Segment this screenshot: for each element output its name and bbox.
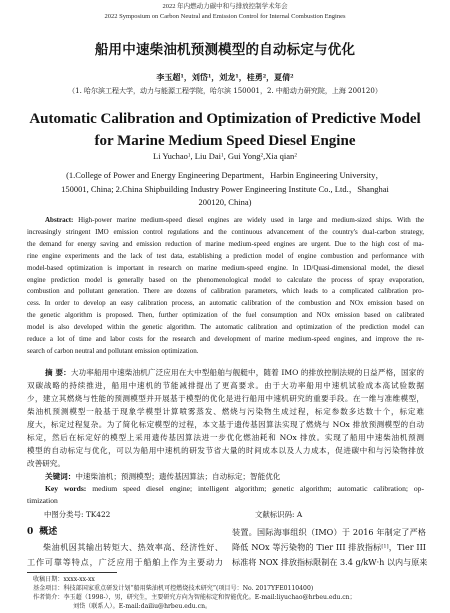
footnote-rule xyxy=(27,572,117,573)
abstract-line: 双碳战略的持续推进，船用中速机的节能减排提出了更高要求。由于大功率船用中速机试验成本高试验数据 xyxy=(27,381,424,390)
abstract-line: the genetic algorithm is proposed. Then, further optimization of the fuel consumption and NOx emission based on calibrated xyxy=(27,311,424,320)
affiliation-marker: 2 xyxy=(294,152,297,159)
affiliation-marker: 1 xyxy=(180,73,184,80)
footnote-contact: 刘岱（联系人）。E-mail:dailiu@hrbeu.edu.cn。 xyxy=(73,603,212,610)
abstract-line: increasingly stringent IMO emission control regulations and the continuous advancement of the country's dual-carbon strategy, xyxy=(27,227,424,236)
author-name: 刘岱 xyxy=(191,72,208,82)
affiliation-en-line: 150001, China; 2.China Shipbuilding Industry Power Engineering Institute Co., Ltd.，Shanghai xyxy=(61,183,389,194)
abstract-line: engine prediction model is generally based on the phenomenological model to calculate the process of spray evaporation, xyxy=(27,275,424,284)
affiliation-en-line: (1.College of Power and Energy Engineering Department，Harbin Engineering University， xyxy=(66,170,384,180)
footnote-fund: 基金项目：科技部国家重点研发计划“船用柴油机可控燃烧技术研究”(项目号：No. 2017YFE0110400) xyxy=(33,585,314,592)
author-name: 桂勇 xyxy=(246,72,263,82)
keywords-text: medium speed diesel engine; intelligent algorithm; genetic algorithm; automatic calibration; op- xyxy=(92,484,424,493)
abstract-line: 柴油机预测模型一般基于现象学模型计算喷雾蒸发、燃烧与污染物生成过程，标定参数多达数十个，标定难 xyxy=(27,407,424,416)
affiliation-marker: 1 xyxy=(221,152,224,159)
author-list-en xyxy=(0,150,450,162)
affiliation-marker: 2 xyxy=(260,152,264,159)
section-heading xyxy=(27,525,223,540)
abstract-label: Abstract: xyxy=(45,216,74,224)
abstract-line: 模型的自动标定与优化，可以为船用中速机的研发节省大量的时间成本以及人力成本，促进碳中和与污染物排放 xyxy=(27,446,424,455)
abstract-line: the demand for energy saving and emission reduction of marine medium-speed engines are urgent. Due to the high cost of ma- xyxy=(27,239,424,248)
abstract-line: rine engine experiments and the lack of test data, establishing a prediction model of engine combustion and performance with xyxy=(27,251,424,260)
author-name: 李玉超 xyxy=(156,72,181,82)
author-name: Xia qian xyxy=(265,151,295,161)
abstract-line: 标定，然后在标定好的模型上采用遗传基因算法进一步优化燃油耗和 NOx 排放。实现了船用中速柴油机预测 xyxy=(27,433,424,442)
affiliation-cn: （1. 哈尔滨工程大学，动力与能源工程学院，哈尔滨 150001，2. 中船动力研究院，上海 200120） xyxy=(68,87,382,95)
abstract-line: reduce a lot of time and labor costs for the research and development of marine medium-speed engines, and improve the re- xyxy=(27,335,424,344)
body-column-left xyxy=(27,525,223,570)
keywords-cn xyxy=(27,470,424,483)
section-title: 概述 xyxy=(39,527,58,537)
author-name: Gui Yong xyxy=(227,151,261,161)
paper-title-en xyxy=(0,108,450,152)
abstract-line: model is also developed within the genetic algorithm. The automatic calibration and optimization of the prediction model can xyxy=(27,323,424,332)
abstract-line: search of carbon neutral and pollutant emission optimization. xyxy=(27,346,199,355)
affiliation-en-line: 200120, China) xyxy=(198,197,252,207)
section-number: 0 xyxy=(27,527,34,537)
abstract-label: 摘 要： xyxy=(45,368,71,377)
abstract-line: 少，建立其燃烧与性能的预测模型并开展基于模型的优化是进行船用中速机研究的重要手段。在一维与准维模型， xyxy=(27,394,424,403)
document-code xyxy=(255,509,302,521)
abstract-cn xyxy=(27,366,424,470)
body-line xyxy=(232,540,426,555)
keywords-en xyxy=(27,483,424,506)
citation-marker: [1] xyxy=(381,543,389,550)
abstract-text: High-power marine medium-speed diesel engines are widely used in large and medium-sized ships. With the xyxy=(78,216,425,224)
body-line: 装置。国际海事组织（IMO）于 2016 年制定了严格 xyxy=(232,527,426,537)
author-name: 刘龙 xyxy=(219,72,236,82)
clc-label: 中图分类号: xyxy=(44,510,84,519)
abstract-line: model-based optimization is important in research on marine medium-speed engine. In 1D/Quasi-dimensional model, the diesel xyxy=(27,263,424,272)
conference-header xyxy=(0,2,450,22)
body-column-right xyxy=(232,525,426,570)
author-separator: , xyxy=(223,151,228,161)
author-name: Li Yuchao xyxy=(153,151,188,161)
paper-title-en-line: for Marine Medium Speed Diesel Engine xyxy=(94,133,356,149)
body-text: ，Tier III xyxy=(388,542,426,552)
abstract-line xyxy=(27,366,424,379)
footnotes xyxy=(33,575,423,611)
keywords-label: 关键词： xyxy=(45,472,76,481)
affiliation-marker: 2 xyxy=(290,73,294,80)
author-separator: , xyxy=(263,151,266,161)
author-name: 夏倩 xyxy=(274,72,291,82)
abstract-line: combustion and pollutant generation. There are dozens of calibration parameters, which leads to a complicated calibration pro- xyxy=(27,287,424,296)
author-list-cn xyxy=(0,72,450,83)
conference-header-cn: 2022 年内燃动力碳中和与排放控制学术年会 xyxy=(162,3,288,10)
clc-code xyxy=(44,509,110,521)
classification-codes xyxy=(0,509,450,521)
author-separator: ， xyxy=(238,72,247,82)
abstract-line: cess. In order to develop an easy calibration process, an automatic calibration of the combustion and NOx emission based on xyxy=(27,299,424,308)
abstract-text: 大功率船用中速柴油机广泛应用在大中型船舶与舰艇中，随着 IMO 的排放控制法规的日益严格，国家的 xyxy=(70,368,424,377)
abstract-line: 度大，标定过程复杂。为了简化标定模型的过程，本文基于遗传基因算法实现了燃烧与 NOx 排放预测模型的自动 xyxy=(27,420,424,429)
body-line: 柴油机因其输出转矩大、热效率高、经济性好、 xyxy=(43,542,223,552)
affiliation-en xyxy=(0,169,450,210)
conference-header-en: 2022 Symposium on Carbon Neutral and Emission Control for Internal Combustion Engines xyxy=(104,13,346,20)
affiliation-marker: 1 xyxy=(207,73,212,80)
author-separator: ， xyxy=(183,72,192,82)
body-text: 降低 NOx 等污染物的 Tier III 排放指标 xyxy=(232,542,382,552)
keywords-line xyxy=(27,483,424,495)
doc-code-label: 文献标识码: xyxy=(255,510,295,519)
author-separator: ， xyxy=(211,72,220,82)
keywords-text: 中速柴油机；预测模型；遗传基因算法；自动标定；智能优化 xyxy=(75,472,281,481)
footnote-received: 收稿日期：xxxx-xx-xx xyxy=(33,576,95,583)
affiliation-marker: 1 xyxy=(235,73,239,80)
doc-code-value: A xyxy=(296,510,303,519)
affiliation-marker: 2 xyxy=(262,73,267,80)
clc-value: TK422 xyxy=(85,510,111,519)
body-line: 工作可靠等特点，广泛应用于船舶上作为主要动力 xyxy=(27,557,223,567)
abstract-en xyxy=(27,215,424,358)
keywords-line xyxy=(27,470,424,483)
paper-title-cn: 船用中速柴油机预测模型的自动标定与优化 xyxy=(94,42,356,58)
author-separator: ， xyxy=(266,72,275,82)
abstract-line xyxy=(27,215,424,227)
paper-title-en-line: Automatic Calibration and Optimization of Predictive Model xyxy=(29,111,421,127)
abstract-line: 改善研究。 xyxy=(27,459,65,468)
keywords-label: Key words: xyxy=(45,484,87,493)
author-separator: , xyxy=(190,151,195,161)
footnote-author-bio: 作者简介：李玉超（1998-），男，研究生，主要研究方向为智能标定和智能优化。E-mail:liyuchao@hrbeu.edu.cn； xyxy=(33,594,356,601)
author-name: Liu Dai xyxy=(194,151,221,161)
keywords-line: timization xyxy=(27,495,58,505)
affiliation-marker: 1 xyxy=(187,152,191,159)
body-line: 标准将 NOX 排放指标限制在 3.4 g/kW·h 以内与原来 xyxy=(232,557,428,567)
